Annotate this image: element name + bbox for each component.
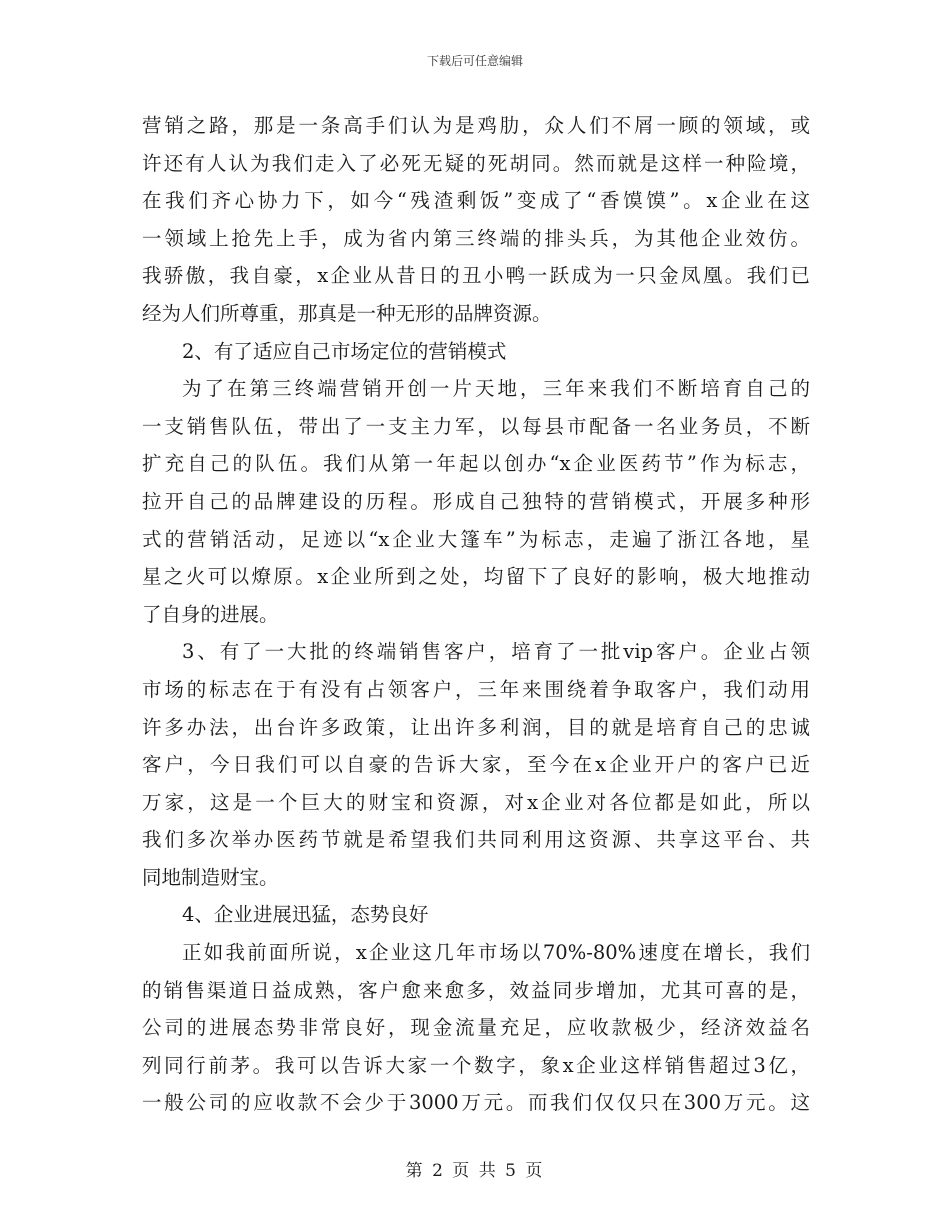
text-line: 拉开自己的品牌建设的历程。形成自己独特的营销模式，开展多种形	[142, 489, 810, 513]
text-line: 客户，今日我们可以自豪的告诉大家，至今在x企业开户的客户已近	[142, 753, 810, 777]
text-line: 许还有人认为我们走入了必死无疑的死胡同。然而就是这样一种险境，	[142, 151, 810, 175]
text-line: 在我们齐心协力下，如今“残渣剩饭”变成了“香馍馍”。x企业在这	[142, 189, 810, 213]
text-line: 正如我前面所说，x企业这几年市场以70%-80%速度在增长，我们	[182, 941, 810, 965]
text-line: 一领域上抢先上手，成为省内第三终端的排头兵，为其他企业效仿。	[142, 226, 810, 250]
page-header: 下载后可任意编辑	[426, 54, 523, 68]
text-line: 万家，这是一个巨大的财宝和资源，对x企业对各位都是如此，所以	[142, 790, 810, 814]
text-line: 的销售渠道日益成熟，客户愈来愈多，效益同步增加，尤其可喜的是，	[142, 978, 810, 1002]
text-line: 扩充自己的队伍。我们从第一年起以创办“x企业医药节”作为标志，	[142, 452, 810, 476]
text-line: 星之火可以燎原。x企业所到之处，均留下了良好的影响，极大地推动	[142, 565, 810, 589]
text-line: 我骄傲，我自豪，x企业从昔日的丑小鸭一跃成为一只金凤凰。我们已	[142, 264, 810, 288]
text-line: 了自身的进展。	[142, 602, 279, 626]
page-footer: 第 2 页 共 5 页	[405, 1161, 545, 1181]
text-line: 公司的进展态势非常良好，现金流量充足，应收款极少，经济效益名	[142, 1016, 810, 1040]
text-line: 我们多次举办医药节就是希望我们共同利用这资源、共享这平台、共	[142, 828, 810, 852]
section-heading: 2、有了适应自己市场定位的营销模式	[182, 339, 507, 363]
text-line: 同地制造财宝。	[142, 865, 279, 889]
text-line: 为了在第三终端营销开创一片天地，三年来我们不断培育自己的	[182, 377, 810, 401]
section-heading: 4、企业进展迅猛，态势良好	[182, 903, 429, 927]
text-line: 营销之路，那是一条高手们认为是鸡肋，众人们不屑一顾的领域，或	[142, 114, 810, 137]
text-line: 式的营销活动，足迹以“x企业大篷车”为标志，走遍了浙江各地，星	[142, 527, 810, 551]
text-line: 许多办法，出台许多政策，让出许多利润，目的就是培育自己的忠诚	[142, 715, 810, 739]
document-body	[142, 107, 810, 1122]
text-line: 经为人们所尊重，那真是一种无形的品牌资源。	[142, 301, 552, 325]
text-line: 一般公司的应收款不会少于3000万元。而我们仅仅只在300万元。这	[142, 1091, 810, 1115]
text-line: 一支销售队伍，带出了一支主力军，以每县市配备一名业务员，不断	[142, 414, 810, 438]
text-line: 市场的标志在于有没有占领客户，三年来围绕着争取客户，我们动用	[142, 677, 810, 701]
section-heading: 3、有了一大批的终端销售客户，培育了一批vip客户。企业占领	[182, 640, 810, 664]
text-line: 列同行前茅。我可以告诉大家一个数字，象x企业这样销售超过3亿，	[142, 1053, 810, 1077]
